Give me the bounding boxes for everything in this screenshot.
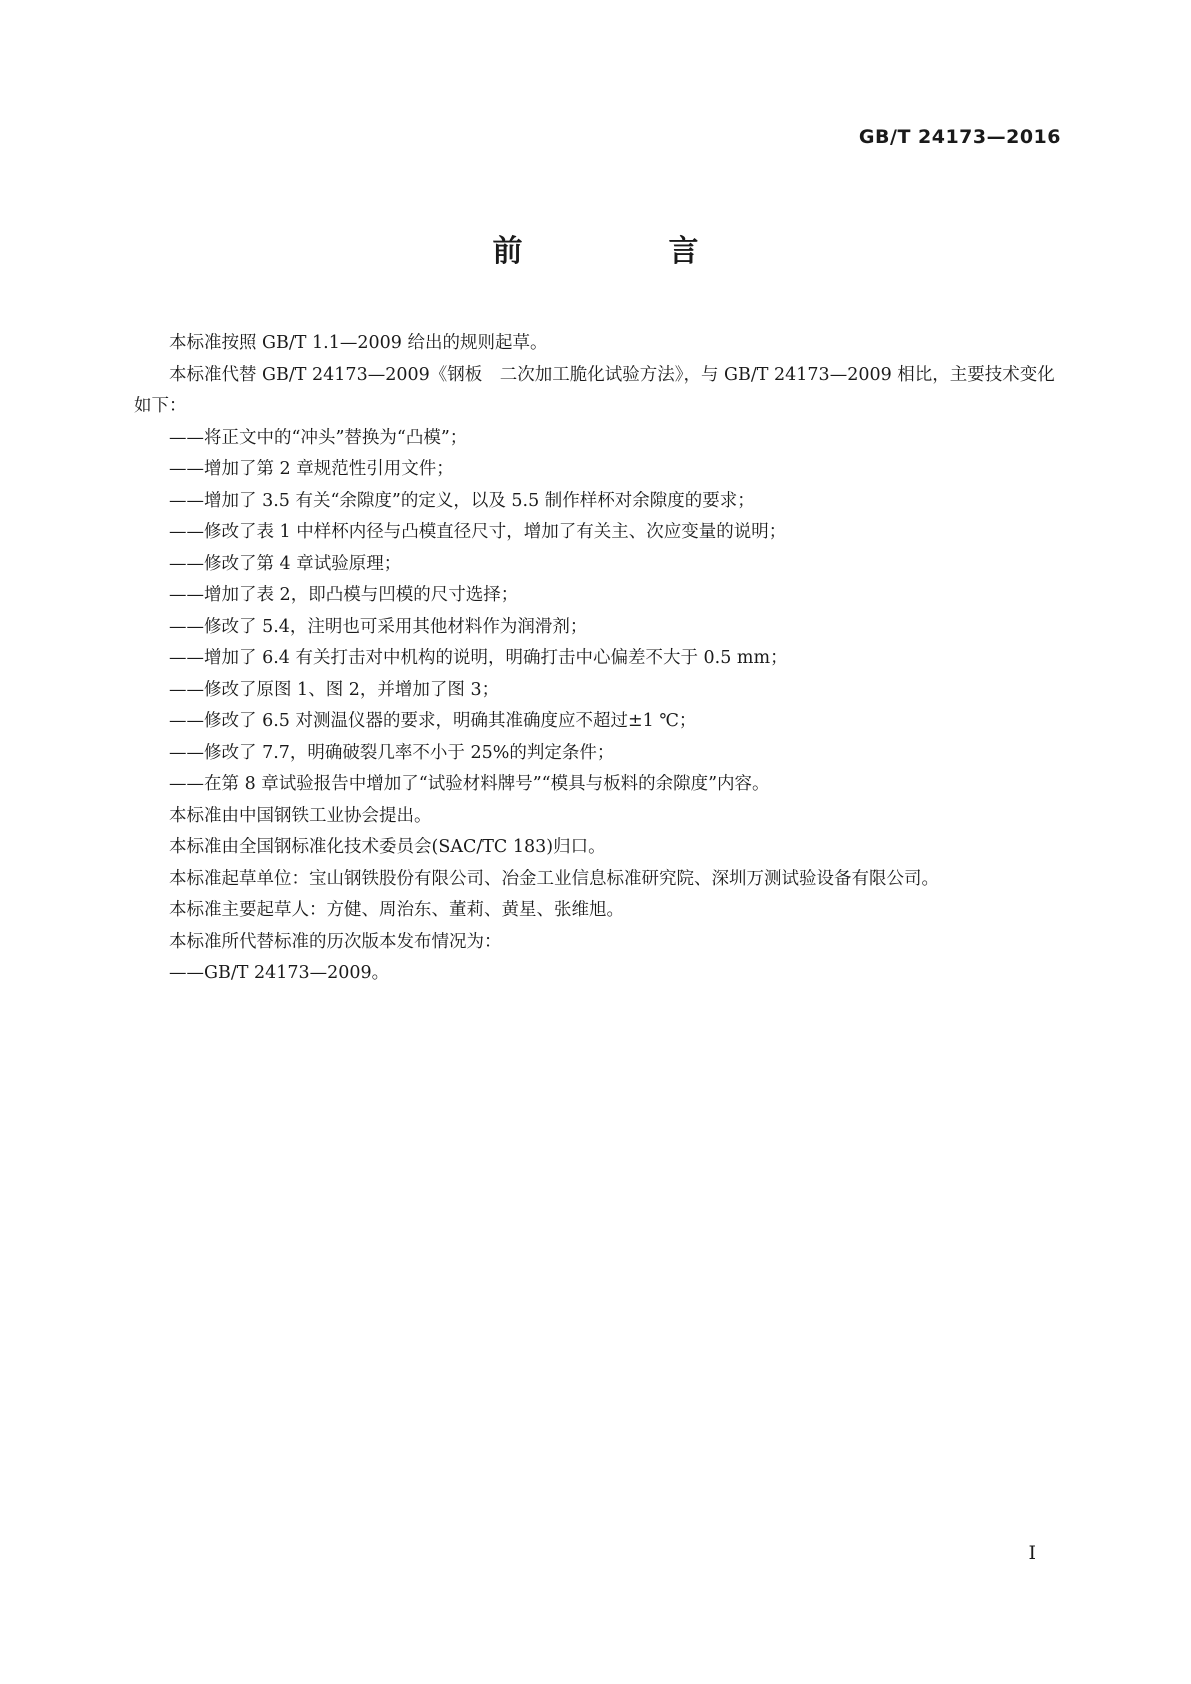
paragraph: 本标准按照 GB/T 1.1—2009 给出的规则起草。 — [169, 333, 548, 353]
change-list-item: ——增加了 6.4 有关打击对中机构的说明，明确打击中心偏差不大于 0.5 mm； — [169, 648, 788, 668]
paragraph: 本标准代替 GB/T 24173—2009《钢板 二次加工脆化试验方法》，与 GB/T 24173—2009 相比，主要技术变化如下： — [134, 364, 1055, 416]
change-list-item: ——增加了第 2 章规范性引用文件； — [169, 459, 454, 479]
change-list-item: ——修改了原图 1、图 2，并增加了图 3； — [169, 679, 500, 700]
change-list-item: ——修改了第 4 章试验原理； — [169, 553, 402, 574]
change-list-item: ——修改了表 1 中样杯内径与凸模直径尺寸，增加了有关主、次应变量的说明； — [169, 522, 787, 542]
foreword-body — [134, 328, 1064, 990]
standard-number: GB/T 24173—2016 — [858, 126, 1061, 148]
paragraph: 本标准所代替标准的历次版本发布情况为： — [169, 931, 502, 952]
paragraph: 本标准由中国钢铁工业协会提出。 — [169, 805, 432, 826]
paragraph: 本标准起草单位：宝山钢铁股份有限公司、冶金工业信息标准研究院、深圳万测试验设备有限公司。 — [169, 868, 939, 889]
version-list-item: ——GB/T 24173—2009。 — [169, 963, 390, 983]
page-number: I — [1028, 1542, 1036, 1564]
change-list-item: ——修改了 6.5 对测温仪器的要求，明确其准确度应不超过±1 ℃； — [169, 711, 697, 731]
change-list-item: ——增加了表 2，即凸模与凹模的尺寸选择； — [169, 585, 519, 605]
change-list-item: ——将正文中的“冲头”替换为“凸模”； — [169, 427, 468, 448]
paragraph: 本标准主要起草人：方健、周治东、董莉、黄星、张维旭。 — [169, 900, 624, 920]
paragraph: 本标准由全国钢标准化技术委员会(SAC/TC 183)归口。 — [169, 837, 606, 857]
change-list-item: ——在第 8 章试验报告中增加了“试验材料牌号”“模具与板料的余隙度”内容。 — [169, 774, 770, 794]
change-list-item: ——修改了 7.7，明确破裂几率不小于 25%的判定条件； — [169, 742, 615, 763]
change-list-item: ——修改了 5.4，注明也可采用其他材料作为润滑剂； — [169, 616, 588, 637]
change-list-item: ——增加了 3.5 有关“余隙度”的定义，以及 5.5 制作样杯对余隙度的要求； — [169, 490, 755, 511]
page-title: 前 言 — [492, 234, 757, 269]
